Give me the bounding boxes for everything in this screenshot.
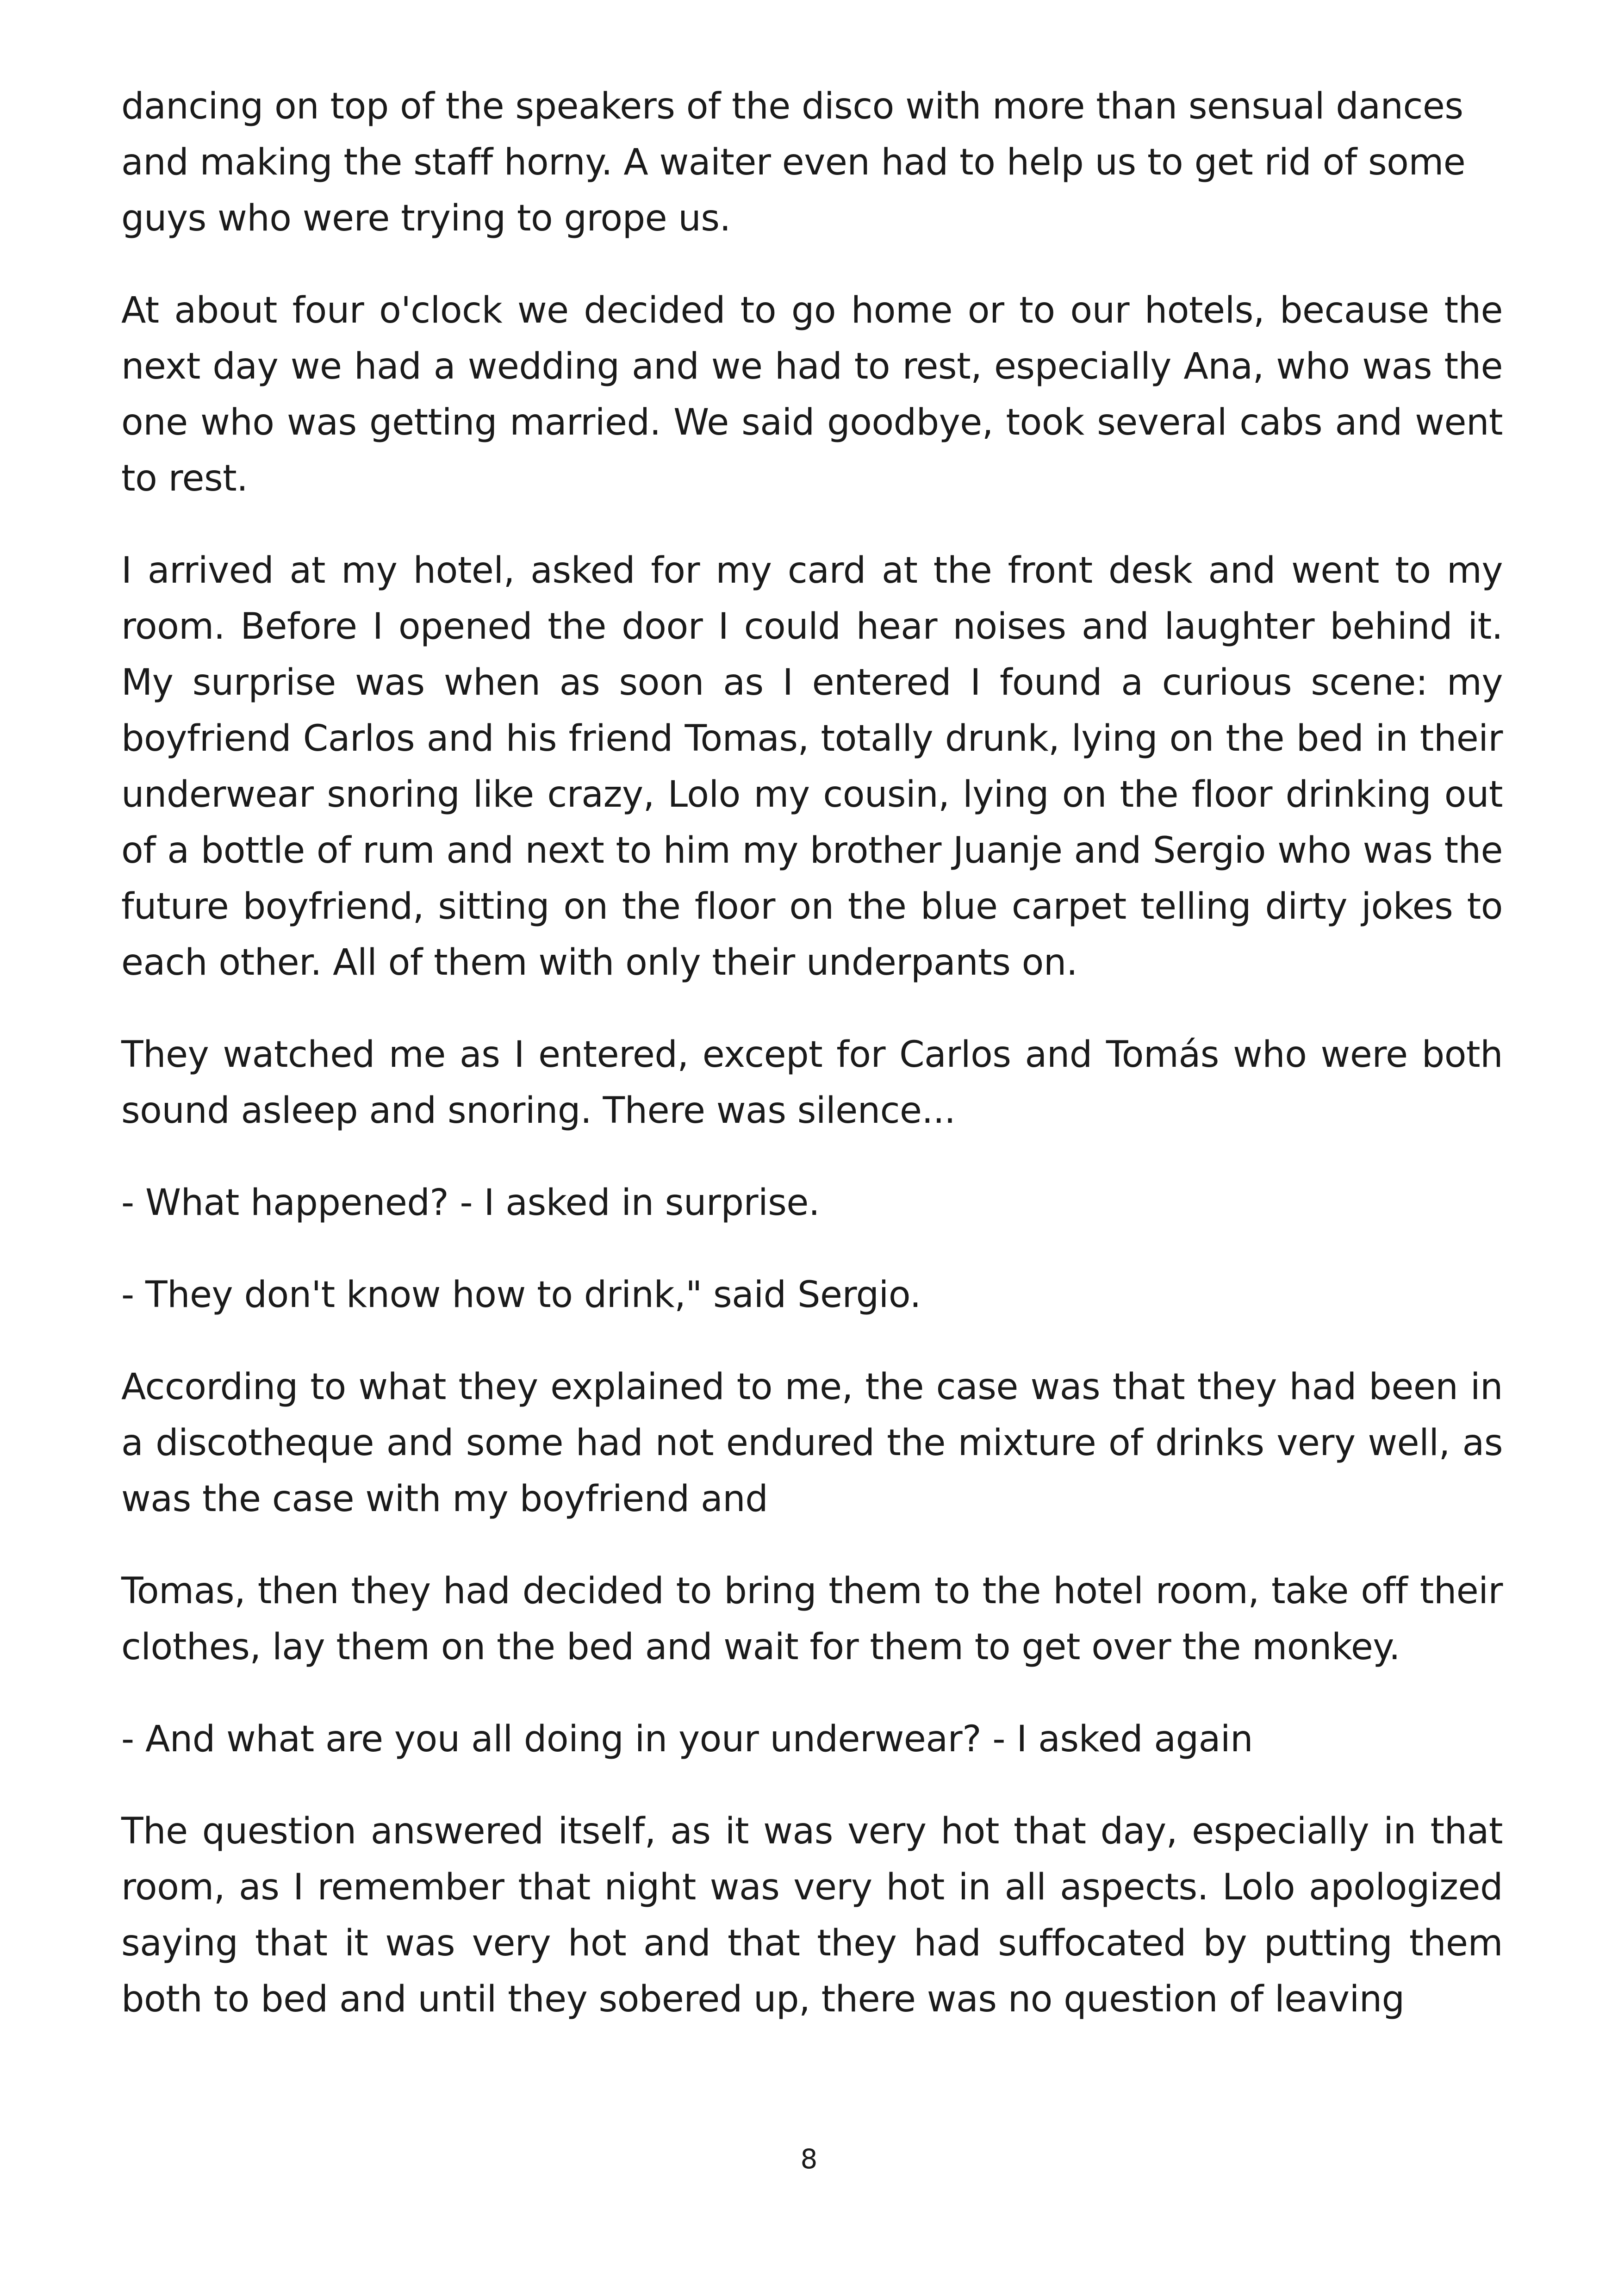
dialogue-underwear: - And what are you all doing in your underwear? - I asked again (121, 1718, 1253, 1760)
dialogue-what-happened: - What happened? - I asked in surprise. (121, 1182, 820, 1224)
paragraph-silence: They watched me as I entered, except for Carlos and Tomás who were both sound asleep and snoring. There was silence... (121, 1034, 1503, 1132)
paragraph-disco: dancing on top of the speakers of the disco with more than sensual dances and making the staff horny. A waiter even had to help us to get rid of some guys who were trying to grope us. (121, 86, 1466, 239)
dialogue-sergio: - They don't know how to drink," said Sergio. (121, 1274, 921, 1316)
paragraph-tomas: Tomas, then they had decided to bring them to the hotel room, take off their clothes, lay them on the bed and wait for them to get over the monkey. (121, 1570, 1503, 1668)
body-text (121, 79, 1503, 2064)
paragraph-explanation: According to what they explained to me, the case was that they had been in a discotheque and some had not endured the mixture of drinks very well, as was the case with my boyfriend and (121, 1366, 1503, 1520)
paragraph-hotel-room: I arrived at my hotel, asked for my card at the front desk and went to my room. Before I opened the door I could hear noises and laughter behind it. My surprise was when as soon as I entered I found a curious scene: my boyfriend Carlos and his friend Tomas, totally drunk, lying on the bed in their underwear snoring like crazy, Lolo my cousin, lying on the floor drinking out of a bottle of rum and next to him my brother Juanje and Sergio who was the future boyfriend, sitting on the floor on the blue carpet telling dirty jokes to each other. All of them with only their underpants on. (121, 550, 1503, 983)
page-number: 8 (800, 2143, 818, 2175)
paragraph-hot-night: The question answered itself, as it was very hot that day, especially in that room, as I remember that night was very hot in all aspects. Lolo apologized saying that it was very hot and that they had suffocated by putting them both to bed and until they sobered up, there was no question of leaving (121, 1811, 1503, 2020)
paragraph-going-home: At about four o'clock we decided to go home or to our hotels, because the next day we had a wedding and we had to rest, especially Ana, who was the one who was getting married. We said goodbye, took several cabs and went to rest. (121, 290, 1503, 499)
